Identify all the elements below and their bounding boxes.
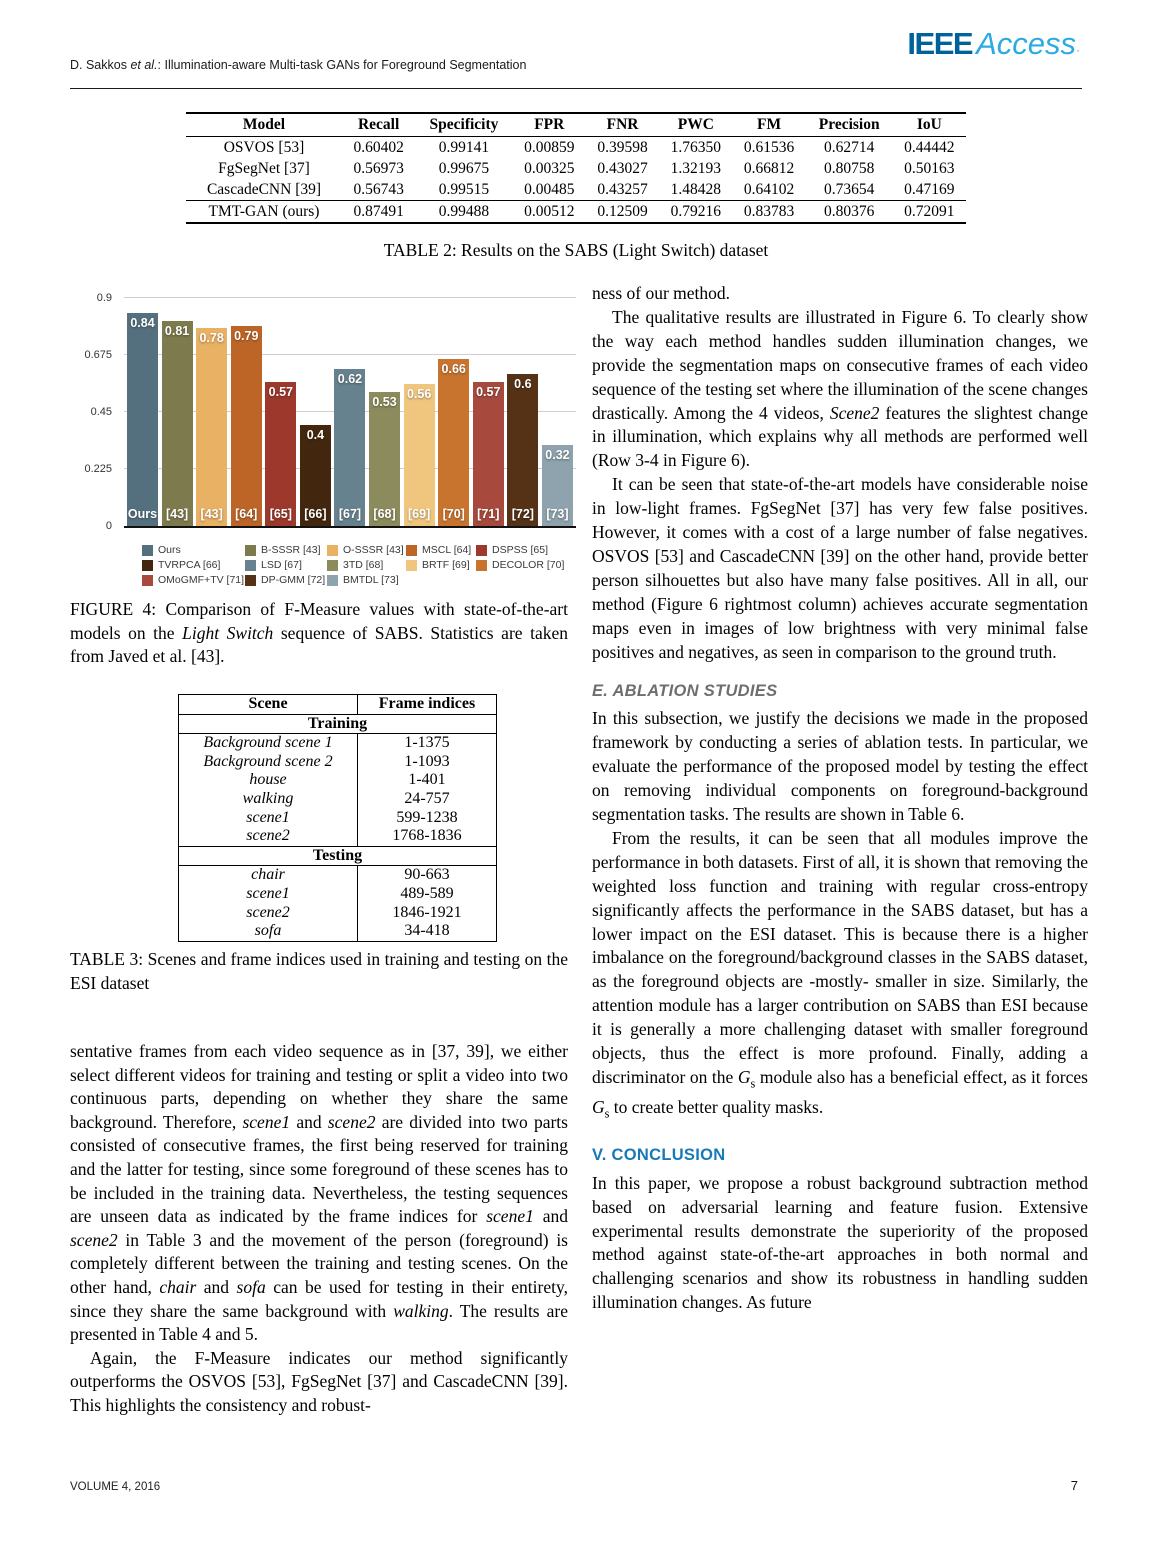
figure4-caption [70, 598, 568, 669]
legend-item [327, 559, 406, 571]
table3-section-title: Training [179, 714, 497, 734]
paragraph [592, 1172, 1088, 1315]
left-column-text [70, 1040, 568, 1418]
chart-y-tick-label: 0.45 [90, 406, 112, 418]
table2-value-cell: 0.60402 [353, 138, 404, 156]
table2-value-cell: 0.80376 [806, 201, 893, 224]
table3-scene-cell: scene2 [179, 904, 358, 923]
text-segment: features the slightest change in illumination, which explains why all methods are performed well (Row 3-4 in Figure 6). [592, 402, 1088, 471]
text-segment: D. Sakkos [70, 58, 131, 72]
text-segment: G [737, 1067, 751, 1087]
table2-model-cell: FgSegNet [37] [218, 159, 310, 177]
legend-label: O-SSSR [43] [343, 544, 404, 556]
table3-row [179, 790, 497, 809]
table2-value-cell: 0.00485 [524, 180, 575, 198]
header-divider [70, 88, 1082, 89]
legend-swatch [142, 545, 153, 556]
table3-frames-cell: 1768-1836 [392, 827, 462, 845]
legend-label: BRTF [69] [422, 559, 470, 571]
text-segment: In this paper, we propose a robust background subtraction method based on adversarial learning and feature fusion. Extensive experimental results demonstrate the superiority of the proposed method against state-of-the-art approaches in both normal and challenging scenarios and show its robustness in handling sudden illumination changes. As future [592, 1172, 1088, 1313]
table3-row [179, 885, 497, 904]
bar-value-label: 0.79 [234, 328, 259, 343]
bar-value-label: 0.57 [476, 384, 501, 399]
paragraph [592, 282, 1088, 306]
table3-frames-cell: 1-401 [408, 771, 446, 789]
text-segment: chair [159, 1276, 197, 1297]
text-segment: s [604, 1106, 610, 1121]
table2-results [186, 112, 966, 224]
text-segment: G [592, 1097, 605, 1118]
table2-model-cell: OSVOS [53] [223, 138, 305, 156]
table3-caption [70, 948, 568, 995]
legend-label: OMoGMF+TV [71] [158, 574, 245, 586]
table2-value-cell: 0.66812 [743, 159, 795, 177]
bar-category-label: [71] [477, 507, 500, 521]
section-heading-conclusion: V. CONCLUSION [592, 1145, 726, 1164]
table2-model-cell: CascadeCNN [39] [206, 180, 322, 198]
table2-value-cell: 1.48428 [670, 180, 722, 198]
text-segment: scene1 [486, 1206, 534, 1227]
conclusion-text [592, 1172, 1088, 1315]
table2-value-cell: 0.50163 [904, 159, 955, 177]
text-segment: are divided into two parts consisted of consecutive frames, the first being reserved for training and the latter for testing, since some foreground of these scenes has to be included in the training data. Nevertheless, the testing sequences are unseen data as indicated by the frame indices for [70, 1111, 568, 1227]
figure4-chart-block [72, 290, 588, 586]
table2-value-cell: 0.61536 [743, 138, 795, 156]
bar-value-label: 0.84 [130, 316, 155, 331]
legend-swatch [327, 575, 338, 586]
table2-value-cell: 0.00512 [513, 201, 586, 224]
text-segment: and [533, 1206, 568, 1227]
bar-43-2 [196, 328, 227, 526]
legend-item [142, 544, 245, 556]
legend-swatch [406, 560, 417, 571]
text-segment: It can be seen that state-of-the-art models have considerable noise in low-light frames. FgSegNet [37] has very few false positives. However, it comes with a cost of a large number of false negatives. OSVOS [53] and CascadeCNN [39] on the other hand, provide better person silhouettes but also have many false positives. All in all, our method (Figure 6 rightmost column) achieves accurate segmentation maps even in images of low brightness with very minimal false positives and negatives, as seen in comparison to the ground truth. [592, 474, 1088, 662]
table2-column-header: Recall [342, 113, 415, 137]
table3-scene-cell: scene1 [179, 809, 358, 828]
table3-row [179, 734, 497, 753]
bar-category-label: [68] [373, 507, 396, 521]
table2-value-cell: 1.32193 [670, 159, 722, 177]
table2-column-header: FM [732, 113, 805, 137]
bar-71-10 [473, 382, 504, 526]
text-segment: : Illumination-aware Multi-task GANs for Foreground Segmentation [157, 58, 527, 72]
chart-plot-area [124, 298, 576, 528]
table2-value-cell: 0.73654 [824, 180, 875, 198]
table3-scene-cell: Background scene 2 [179, 753, 358, 772]
table3-scene-cell: walking [179, 790, 358, 809]
legend-item [245, 574, 327, 586]
legend-label: DP-GMM [72] [261, 574, 326, 586]
table3-scene-cell: Background scene 1 [179, 734, 358, 753]
legend-swatch [245, 575, 256, 586]
text-segment: s [750, 1076, 756, 1091]
text-segment: From the results, it can be seen that all modules improve the performance in both datasets. First of all, it is shown that removing the weighted loss function and training with regular cross-entropy significantly affects the performance in the SABS dataset, but has a lower impact on the ESI dataset. This is because there is a higher imbalance on the foreground/background classes in the SABS dataset, as the foreground objects are -mostly- smaller in size. Similarly, the attention module has a larger contribution on SABS than ESI because it is generally a more challenging dataset with smaller foreground objects, thus the effect is more profound. Finally, adding a discriminator on the [592, 827, 1088, 1087]
table3-col-frames: Frame indices [358, 695, 497, 715]
table3-row [179, 866, 497, 885]
chart-y-tick-label: 0.675 [84, 349, 112, 361]
legend-label: MSCL [64] [422, 544, 472, 556]
table3-row [179, 827, 497, 846]
paragraph [592, 306, 1088, 473]
legend-item [142, 559, 245, 571]
table3-frames-cell: 599-1238 [396, 808, 458, 826]
legend-label: BMTDL [73] [343, 574, 399, 586]
bar-category-label: [43] [200, 507, 223, 521]
table2-block [186, 112, 966, 261]
text-segment: can be used for testing in their entirety, since they share the same background with [70, 1276, 568, 1321]
bar-value-label: 0.4 [306, 427, 325, 442]
bar-value-label: 0.81 [164, 323, 190, 338]
table2-value-cell: 0.56973 [353, 159, 404, 177]
text-segment: The qualitative results are illustrated in Figure 6. To clearly show the way each method handles sudden illumination changes, we provide the segmentation maps on consecutive frames of each video sequence of the testing set where the illumination of the scene changes drastically. Among the 4 videos, [592, 306, 1088, 423]
text-segment: module also has a beneficial effect, as it forces [755, 1067, 1088, 1087]
table3-header [179, 695, 497, 715]
bar-category-label: [72] [511, 507, 534, 521]
text-segment: Scene2 [829, 402, 880, 423]
table2-column-header: FNR [586, 113, 659, 137]
text-segment: ness of our method. [592, 283, 731, 303]
table2-value-cell: 0.56743 [353, 180, 404, 198]
table2-value-cell: 0.99488 [415, 201, 512, 224]
footer-volume: VOLUME 4, 2016 [70, 1481, 161, 1493]
bar-category-label: [64] [235, 507, 258, 521]
table2-value-cell: 0.44442 [904, 138, 955, 156]
table2-value-cell: 0.87491 [342, 201, 415, 224]
table3-row [179, 904, 497, 923]
bar-67-6 [334, 369, 365, 526]
text-segment: sofa [236, 1276, 266, 1297]
text-segment: in Table 3 and the movement of the person (foreground) is completely different between the training and testing scenes. On the other hand, [70, 1229, 568, 1297]
legend-swatch [406, 545, 417, 556]
text-segment: scene1 [242, 1111, 291, 1132]
ablation-text [592, 707, 1088, 1126]
table2-row [186, 137, 966, 159]
table2-column-header: PWC [659, 113, 732, 137]
right-column [592, 282, 1088, 1315]
legend-swatch [245, 545, 256, 556]
table2-row [186, 179, 966, 201]
table3-row [179, 753, 497, 772]
legend-item [406, 544, 476, 556]
table2-value-cell: 0.99675 [438, 159, 490, 177]
chart-y-tick-label: 0.9 [96, 292, 112, 304]
legend-swatch [142, 575, 153, 586]
table3-scene-cell: scene2 [179, 827, 358, 846]
table2-value-cell: 0.80758 [824, 159, 875, 177]
text-segment: sequence of SABS. Statistics are taken from Javed et al. [43]. [70, 622, 568, 666]
bar-category-label: [65] [269, 507, 292, 521]
bar-category-label: [66] [304, 507, 327, 521]
logo-access-text: Access [976, 26, 1076, 61]
table2-value-cell: 0.43027 [597, 159, 648, 177]
table3-scene-cell: sofa [179, 922, 358, 941]
paragraph [592, 473, 1088, 664]
table2-row [186, 158, 966, 179]
table2-value-cell: 0.99515 [438, 180, 490, 198]
table3-frames-cell: 1-1093 [404, 752, 450, 770]
text-segment: Light Switch [182, 622, 274, 643]
paragraph [592, 707, 1088, 827]
table3-section-row [179, 714, 497, 734]
table2-row [186, 201, 966, 224]
bar-Ours-0 [127, 313, 158, 526]
ieee-access-logo [907, 26, 1080, 62]
bar-value-label: 0.62 [337, 371, 363, 386]
running-head [70, 58, 526, 72]
legend-item [245, 559, 327, 571]
legend-item [406, 559, 476, 571]
table2-value-cell: 1.76350 [670, 138, 722, 156]
legend-item [245, 544, 327, 556]
legend-label: 3TD [68] [343, 559, 384, 571]
table2-value-cell: 0.47169 [904, 180, 955, 198]
table2-value-cell: 0.12509 [586, 201, 659, 224]
section-heading-ablation-studies: E. ABLATION STUDIES [592, 681, 778, 700]
chart-y-tick-label: 0 [105, 520, 112, 532]
legend-swatch [245, 560, 256, 571]
text-segment: walking [393, 1300, 449, 1321]
text-segment: et al. [130, 58, 158, 72]
bar-value-label: 0.78 [199, 331, 224, 346]
text-segment: Again, the F-Measure indicates our method significantly outperforms the OSVOS [53], FgSegNet [37] and CascadeCNN [39]. This highlights the consistency and robust- [70, 1347, 568, 1415]
bar-value-label: 0.57 [268, 384, 293, 399]
table2-model-cell: TMT-GAN (ours) [186, 201, 342, 224]
bar-value-label: 0.56 [406, 387, 432, 402]
table3-scene-cell: scene1 [179, 885, 358, 904]
bar-value-label: 0.32 [545, 447, 570, 462]
bar-category-label: [69] [408, 507, 431, 521]
table3-block [178, 694, 497, 942]
text-segment: and [196, 1276, 237, 1297]
chart-y-axis-labels [72, 292, 116, 532]
table3-frames-cell: 1846-1921 [392, 903, 462, 921]
table3-row [179, 809, 497, 828]
text-segment: In this subsection, we justify the decisions we made in the proposed framework by conducting a series of ablation tests. In particular, we evaluate the performance of the proposed model by testing the effect on removing individual components on foreground-background segmentation tasks. The results are shown in Table 6. [592, 708, 1088, 825]
text-segment: to create better quality masks. [609, 1097, 824, 1118]
bar-66-5 [300, 425, 331, 526]
legend-label: DECOLOR [70] [492, 559, 565, 571]
paragraph [70, 1347, 568, 1418]
f-measure-bar-chart [72, 290, 588, 530]
text-segment: scene2 [70, 1229, 118, 1250]
table3-frames-cell: 489-589 [400, 884, 454, 902]
table2-caption: TABLE 2: Results on the SABS (Light Switch) dataset [383, 240, 769, 260]
legend-item [142, 574, 245, 586]
table3-scenes [178, 694, 497, 942]
legend-item [476, 559, 588, 571]
bar-73-12 [542, 445, 573, 526]
footer-page-number: 7 [1070, 1478, 1078, 1493]
text-segment: and [290, 1111, 328, 1132]
table3-section-row [179, 846, 497, 866]
table2-column-header: FPR [513, 113, 586, 137]
bar-value-label: 0.53 [372, 394, 397, 409]
legend-item [476, 544, 588, 556]
table2-column-header: Precision [806, 113, 893, 137]
text-segment: . The results are presented in Table 4 and 5. [70, 1300, 568, 1345]
legend-item [327, 574, 406, 586]
legend-label: Ours [158, 544, 181, 556]
chart-legend [142, 544, 588, 586]
table2-value-cell: 0.64102 [743, 180, 795, 198]
right-column-text [592, 282, 1088, 665]
legend-item [327, 544, 406, 556]
bar-43-1 [162, 321, 193, 526]
table3-frames-cell: 24-757 [404, 789, 450, 807]
legend-label: B-SSSR [43] [261, 544, 321, 556]
table3-section-title: Testing [179, 846, 497, 866]
legend-label: LSD [67] [261, 559, 302, 571]
logo-trademark-mark: · [1076, 43, 1080, 57]
table3-row [179, 771, 497, 790]
bar-category-label: [43] [165, 507, 189, 521]
table2-value-cell: 0.83783 [732, 201, 805, 224]
text-segment: sentative frames from each video sequence as in [37, 39], we either select different videos for training and testing or split a video into two continuous parts, depending on whether they share the same background. Therefore, [70, 1041, 568, 1132]
table3-scene-cell: house [179, 771, 358, 790]
bar-category-label: [73] [546, 507, 569, 521]
legend-label: DSPSS [65] [492, 544, 549, 556]
legend-label: TVRPCA [66] [158, 559, 221, 571]
table2-value-cell: 0.00859 [524, 138, 575, 156]
table3-col-scene: Scene [179, 695, 358, 715]
table2-value-cell: 0.99141 [438, 138, 490, 156]
table3-row [179, 922, 497, 941]
legend-swatch [476, 560, 487, 571]
logo-ieee-text: IEEE [907, 26, 973, 61]
table3-frames-cell: 90-663 [404, 866, 450, 884]
table3-scene-cell: chair [179, 866, 358, 885]
table2-value-cell: 0.43257 [597, 180, 648, 198]
table2-value-cell: 0.00325 [524, 159, 575, 177]
table2-header [186, 113, 966, 137]
paragraph [592, 827, 1088, 1127]
table2-column-header: IoU [893, 113, 966, 137]
table3-frames-cell: 1-1375 [404, 734, 450, 752]
bar-value-label: 0.6 [514, 377, 532, 392]
bar-64-3 [231, 326, 262, 526]
bar-category-label: [70] [442, 507, 465, 521]
text-segment: FIGURE 4: Comparison of F-Measure values with state-of-the-art models on the [70, 599, 568, 643]
bar-category-label: Ours [127, 507, 158, 521]
table2-value-cell: 0.72091 [893, 201, 966, 224]
bar-68-7 [369, 392, 400, 526]
text-segment: scene2 [327, 1111, 376, 1132]
text-segment: TABLE 3: Scenes and frame indices used in training and testing on the ESI dataset [70, 949, 568, 993]
legend-swatch [327, 545, 338, 556]
chart-y-tick-label: 0.225 [84, 463, 112, 475]
bar-70-9 [438, 359, 469, 526]
legend-swatch [142, 560, 153, 571]
bar-72-11 [507, 374, 538, 526]
legend-swatch [327, 560, 338, 571]
legend-swatch [476, 545, 487, 556]
bar-69-8 [404, 384, 435, 526]
table2-column-header: Specificity [415, 113, 512, 137]
table2-value-cell: 0.62714 [824, 138, 875, 156]
bar-category-label: [67] [338, 507, 362, 521]
paragraph [70, 1040, 568, 1347]
bar-65-4 [265, 382, 296, 526]
table2-value-cell: 0.79216 [659, 201, 732, 224]
table3-frames-cell: 34-418 [404, 922, 450, 940]
table2-column-header: Model [186, 113, 342, 137]
bar-value-label: 0.66 [441, 361, 466, 376]
table2-value-cell: 0.39598 [597, 138, 648, 156]
chart-bars [127, 298, 573, 526]
